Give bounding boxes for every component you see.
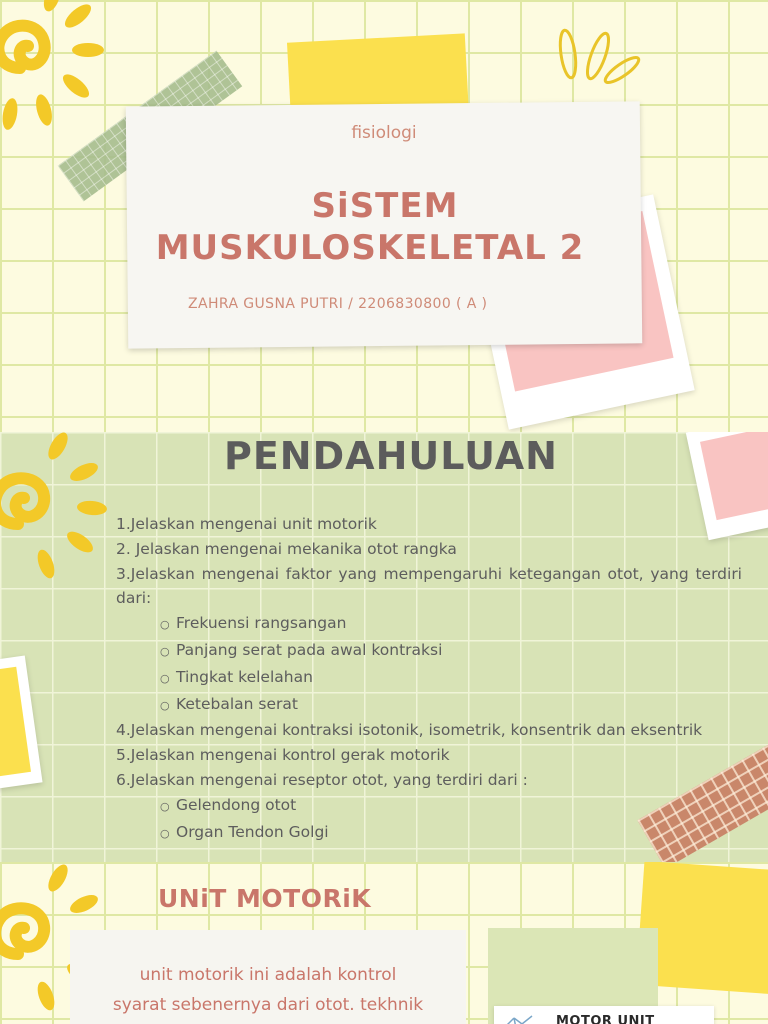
sun-icon	[0, 432, 112, 582]
sub-list-item: ○ Ketebalan serat	[116, 692, 742, 719]
motor-unit-label: MOTOR UNIT	[556, 1014, 655, 1024]
section-title: PENDAHULUAN	[224, 434, 558, 478]
list-item: 4.Jelaskan mengenai kontraksi isotonik, isometrik, konsentrik dan eksentrik	[116, 721, 703, 740]
leaf-doodle-icon	[552, 26, 647, 91]
body-text-line2: syarat sebenernya dari otot. tekhnik	[112, 995, 424, 1015]
yellow-photo-card	[0, 655, 43, 792]
sub-list-item: ○ Tingkat kelelahan	[116, 665, 742, 692]
author-line: ZAHRA GUSNA PUTRI / 2206830800 ( A )	[188, 296, 488, 312]
slide-title	[0, 0, 768, 432]
bullet-icon: ○	[160, 826, 170, 840]
bullet-icon: ○	[160, 671, 170, 685]
main-title-line2: MUSKULOSKELETAL 2	[155, 228, 585, 268]
sub-list-item: ○ Panjang serat pada awal kontraksi	[116, 638, 742, 665]
list-item: 1.Jelaskan mengenai unit motorik	[116, 515, 377, 533]
slide-unit-motorik	[0, 862, 768, 1024]
main-title-line1: SiSTEM	[311, 186, 459, 226]
slide-pendahuluan	[0, 432, 768, 862]
list-item: 3.Jelaskan mengenai faktor yang mempengaruhi ketegangan otot, yang terdiri dari:	[116, 564, 742, 608]
body-text-line1: unit motorik ini adalah kontrol	[139, 965, 397, 985]
bullet-icon: ○	[160, 799, 170, 813]
question-list	[116, 512, 742, 846]
sun-icon	[0, 0, 110, 140]
list-item: 6.Jelaskan mengenai reseptor otot, yang terdiri dari :	[116, 770, 528, 789]
motor-unit-image-card	[494, 1006, 714, 1024]
sub-list-item: ○ Frekuensi rangsangan	[116, 611, 742, 638]
sub-list-item: ○ Organ Tendon Golgi	[116, 820, 742, 847]
section-title: UNiT MOTORiK	[158, 884, 372, 913]
list-item: 5.Jelaskan mengenai kontrol gerak motorik	[116, 746, 450, 765]
list-item: 2. Jelaskan mengenai mekanika otot rangka	[116, 539, 457, 558]
neuron-icon	[502, 1012, 542, 1024]
bullet-icon: ○	[160, 644, 170, 658]
bullet-icon: ○	[160, 698, 170, 712]
subtitle: fisiologi	[351, 123, 417, 143]
sub-list-item: ○ Gelendong otot	[116, 793, 742, 820]
bullet-icon: ○	[160, 618, 170, 632]
